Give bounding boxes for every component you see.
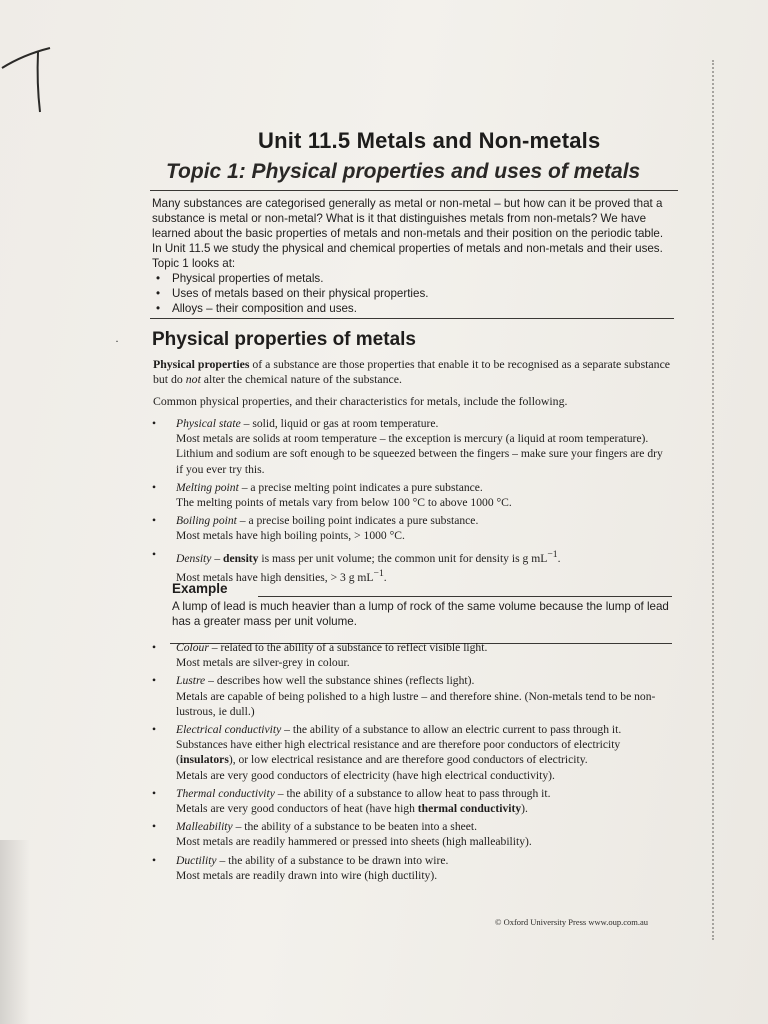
intro-bullet: • Physical properties of metals. [152,271,672,286]
unit-superscript: −1 [547,548,558,560]
intro-bullet-list [152,271,672,316]
property-def: – related to the ability of a substance to reflect visible light. [208,641,488,654]
definition-text: alter the chemical nature of the substance. [200,372,402,386]
property-def: is mass per unit volume; the common unit for density is g mL [258,551,548,565]
property-detail: Most metals are silver-grey in colour. [176,656,350,670]
section-heading: Physical properties of metals [152,329,416,350]
property-list-b [152,640,672,886]
unit-title: Unit 11.5 Metals and Non-metals [258,128,601,153]
bullet-mark: • [152,723,157,737]
common-properties-intro: Common physical properties, and their characteristics for metals, include the following. [153,394,568,408]
property-term: Colour [176,641,209,654]
page-edge-shadow [712,60,728,940]
copyright-footer: © Oxford University Press www.oup.com.au [495,917,648,927]
bullet-mark: • [152,853,157,867]
property-item [152,640,672,670]
property-detail: Metals are very good conductors of heat (have high [176,802,418,816]
property-term: Melting point [176,480,239,494]
title-rule [150,190,678,191]
property-detail: Most metals are readily hammered or pressed into sheets (high malleability). [176,835,532,849]
density-bold: density [223,551,259,565]
unit-superscript: −1 [373,567,384,579]
property-term: Lustre [176,674,206,688]
property-def: – describes how well the substance shines (reflects light). [205,674,475,688]
property-term: Ductility [176,853,217,867]
property-term: Electrical conductivity [176,723,282,737]
definition-text: of a substance are those properties that enable it to be recognised as a separate substance but do [153,357,671,386]
example-rule-top [258,596,672,597]
property-dash: – [211,551,224,565]
intro-paragraph: Many substances are categorised generally as metal or non-metal – but how can it be proved that a substance is metal or non-metal? What is it that distinguishes metals from non-metals? We have learned about the basic properties of metals and non-metals and their position on the periodic table. In Unit 11.5 we study the physical and chemical properties of metals and non-metals and their uses. Topic 1 looks at: [152,197,664,270]
bullet-mark: • [152,480,157,494]
insulators-bold: insulators [179,753,229,767]
property-def: – the ability of a substance to be beaten into a sheet. [232,820,478,834]
property-detail: Most metals are readily drawn into wire (high ductility). [176,868,438,882]
property-detail: Most metals are solids at room temperature – the exception is mercury (a liquid at room temperature). Lithium and sodium are soft enough to be squeezed between the fingers – make sure your fingers are dry if you ever try this. [176,432,663,476]
definition-term: Physical properties [153,357,250,371]
intro-bullet: • Alloys – their composition and uses. [152,301,672,316]
property-def: – a precise melting point indicates a pure substance. [238,480,483,494]
intro-rule [150,318,674,319]
property-detail: The melting points of metals vary from below 100 °C to above 1000 °C. [176,496,512,510]
property-item-density [152,547,672,585]
property-detail: Most metals have high densities, > 3 g mL [176,570,374,584]
bullet-mark: • [152,674,157,688]
thermal-bold: thermal conductivity [417,802,522,816]
bullet-mark: • [152,547,157,561]
property-def: – the ability of a substance to allow heat to pass through it. [274,786,551,800]
punctuation: . [557,551,561,565]
example-text: A lump of lead is much heavier than a lump of rock of the same volume because the lump of lead has a greater mass per unit volume. [172,600,669,628]
topic-title: Topic 1: Physical properties and uses of metals [166,160,641,183]
property-item [152,853,672,883]
property-item-thermal [152,786,672,816]
bullet-mark: • [152,820,157,834]
definition-paragraph [153,357,673,387]
property-item [152,513,672,543]
example-heading: Example [172,581,228,596]
bullet-mark: • [152,641,157,654]
property-def: – the ability of a substance to be drawn into wire. [216,853,449,867]
property-item [152,416,672,477]
intro-box [152,196,672,316]
property-def: – the ability of a substance to allow an electric current to pass through it. Substances have either high electrical resistance and are therefore poor conductors of electricity ( [176,723,622,767]
stray-dot-mark: · [115,334,119,348]
bullet-mark: • [152,786,157,800]
property-item [152,819,672,849]
property-def: – a precise boiling point indicates a pure substance. [236,514,479,528]
property-term: Thermal conductivity [176,786,275,800]
property-list-a [152,416,672,588]
property-term: Malleability [176,820,233,834]
property-term: Density [176,551,212,565]
definition-emphasis: not [185,372,201,386]
punctuation: . [383,570,387,584]
property-detail: Most metals have high boiling points, > 1000 °C. [176,529,405,543]
intro-bullet: • Uses of metals based on their physical properties. [152,286,672,301]
property-item [152,480,672,510]
property-detail: ). [521,802,528,816]
property-term: Boiling point [176,514,237,528]
property-detail: Metals are capable of being polished to a high lustre – and therefore shine. (Non-metals tend to be non-lustrous, ie dull.) [176,689,656,718]
property-item [152,673,672,719]
bullet-mark: • [152,417,157,430]
property-def: – solid, liquid or gas at room temperature. [240,417,439,430]
property-def: ), or low electrical resistance and are therefore good conductors of electricity. [228,753,588,767]
handwritten-pen-mark [0,40,60,120]
property-item-electrical [152,722,672,783]
property-term: Physical state [176,417,241,430]
bullet-mark: • [152,514,157,528]
property-detail: Metals are very good conductors of electricity (have high electrical conductivity). [176,768,555,782]
page-corner-shadow [0,840,30,1024]
